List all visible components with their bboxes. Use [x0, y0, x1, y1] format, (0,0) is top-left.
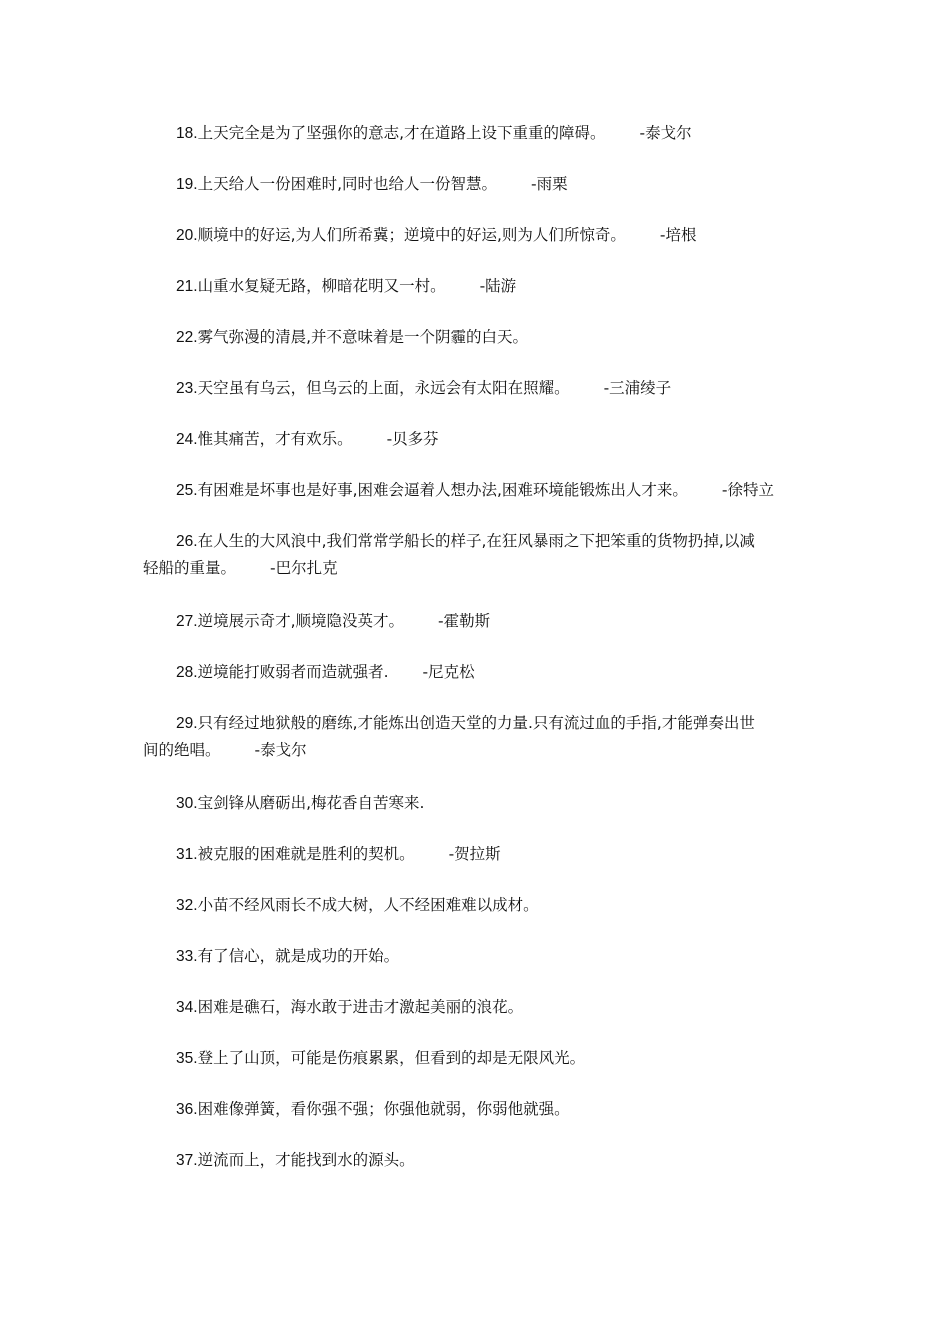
quote-text: 逆境展示奇才,顺境隐没英才。 [197, 612, 404, 630]
quote-text-continued: 间的绝唱。 [143, 741, 221, 759]
quote-number: 32. [176, 897, 198, 914]
quote-author: -泰戈尔 [639, 124, 692, 142]
quote-item [143, 324, 813, 351]
quote-text: 逆流而上，才能找到水的源头。 [197, 1151, 415, 1169]
quote-number: 37. [176, 1152, 198, 1169]
quote-item [143, 659, 813, 686]
quote-item [143, 426, 813, 453]
quote-item [143, 892, 813, 919]
quote-number: 35. [176, 1050, 198, 1067]
quote-item [143, 222, 813, 249]
quote-number: 25. [176, 482, 198, 499]
quote-number: 18. [176, 125, 198, 142]
quote-text-continued: 轻船的重量。 [143, 559, 237, 577]
quote-text: 在人生的大风浪中,我们常常学船长的样子,在狂风暴雨之下把笨重的货物扔掉,以减 [197, 532, 755, 550]
quote-number: 36. [176, 1101, 198, 1118]
quote-text: 只有经过地狱般的磨练,才能炼出创造天堂的力量.只有流过血的手指,才能弹奏出世 [197, 714, 755, 732]
quote-item [143, 1045, 813, 1072]
quote-text: 惟其痛苦，才有欢乐。 [197, 430, 353, 448]
quote-number: 23. [176, 380, 198, 397]
quote-item [143, 710, 813, 763]
quote-text: 顺境中的好运,为人们所希冀；逆境中的好运,则为人们所惊奇。 [197, 226, 626, 244]
quote-author: -泰戈尔 [254, 741, 307, 759]
quote-text: 上天给人一份困难时,同时也给人一份智慧。 [197, 175, 497, 193]
quote-number: 21. [176, 278, 198, 295]
quote-number: 27. [176, 613, 198, 630]
quote-author: -尼克松 [422, 663, 475, 681]
quote-number: 28. [176, 664, 198, 681]
quote-number: 26. [176, 533, 198, 550]
quote-item [143, 477, 813, 504]
quote-author: -贺拉斯 [448, 845, 501, 863]
quote-author: -贝多芬 [386, 430, 439, 448]
quote-item [143, 375, 813, 402]
quote-author: -徐特立 [721, 481, 775, 499]
quote-text: 有了信心，就是成功的开始。 [197, 947, 400, 965]
quote-author: -霍勒斯 [438, 612, 491, 630]
quote-item [143, 171, 813, 198]
quote-author: -雨栗 [531, 175, 568, 193]
quote-item [143, 790, 813, 817]
quote-text: 宝剑锋从磨砺出,梅花香自苦寒来. [197, 794, 425, 812]
quote-text: 登上了山顶，可能是伤痕累累，但看到的却是无限风光。 [197, 1049, 586, 1067]
quote-number: 29. [176, 715, 198, 732]
quote-number: 24. [176, 431, 198, 448]
quote-text: 被克服的困难就是胜利的契机。 [197, 845, 415, 863]
quote-author: -培根 [659, 226, 697, 244]
quote-item [143, 994, 813, 1021]
quote-number: 20. [176, 227, 198, 244]
quote-text: 困难是礁石，海水敢于进击才激起美丽的浪花。 [197, 998, 524, 1016]
quote-item [143, 1147, 813, 1174]
quote-text: 有困难是坏事也是好事,困难会逼着人想办法,困难环境能锻炼出人才来。 [197, 481, 688, 499]
quote-item [143, 120, 813, 147]
quote-text: 天空虽有乌云，但乌云的上面，永远会有太阳在照耀。 [197, 379, 570, 397]
quote-number: 30. [176, 795, 198, 812]
quote-text: 上天完全是为了坚强你的意志,才在道路上设下重重的障碍。 [197, 124, 606, 142]
quote-item [143, 1096, 813, 1123]
quote-number: 31. [176, 846, 198, 863]
quote-number: 22. [176, 329, 198, 346]
quote-author: -巴尔扎克 [270, 559, 338, 577]
quote-item [143, 608, 813, 635]
quote-number: 33. [176, 948, 198, 965]
quote-text: 困难像弹簧，看你强不强；你强他就弱，你弱他就强。 [197, 1100, 570, 1118]
quote-number: 19. [176, 176, 198, 193]
quote-text: 山重水复疑无路，柳暗花明又一村。 [197, 277, 446, 295]
quote-text: 雾气弥漫的清晨,并不意味着是一个阴霾的白天。 [197, 328, 528, 346]
quote-text: 逆境能打败弱者而造就强者. [197, 663, 389, 681]
quote-item [143, 273, 813, 300]
quote-item [143, 943, 813, 970]
quote-number: 34. [176, 999, 198, 1016]
quote-item [143, 841, 813, 868]
quote-author: -三浦绫子 [603, 379, 672, 397]
quote-item [143, 528, 813, 581]
quote-text: 小苗不经风雨长不成大树，人不经困难难以成材。 [197, 896, 539, 914]
quote-author: -陆游 [479, 277, 517, 295]
